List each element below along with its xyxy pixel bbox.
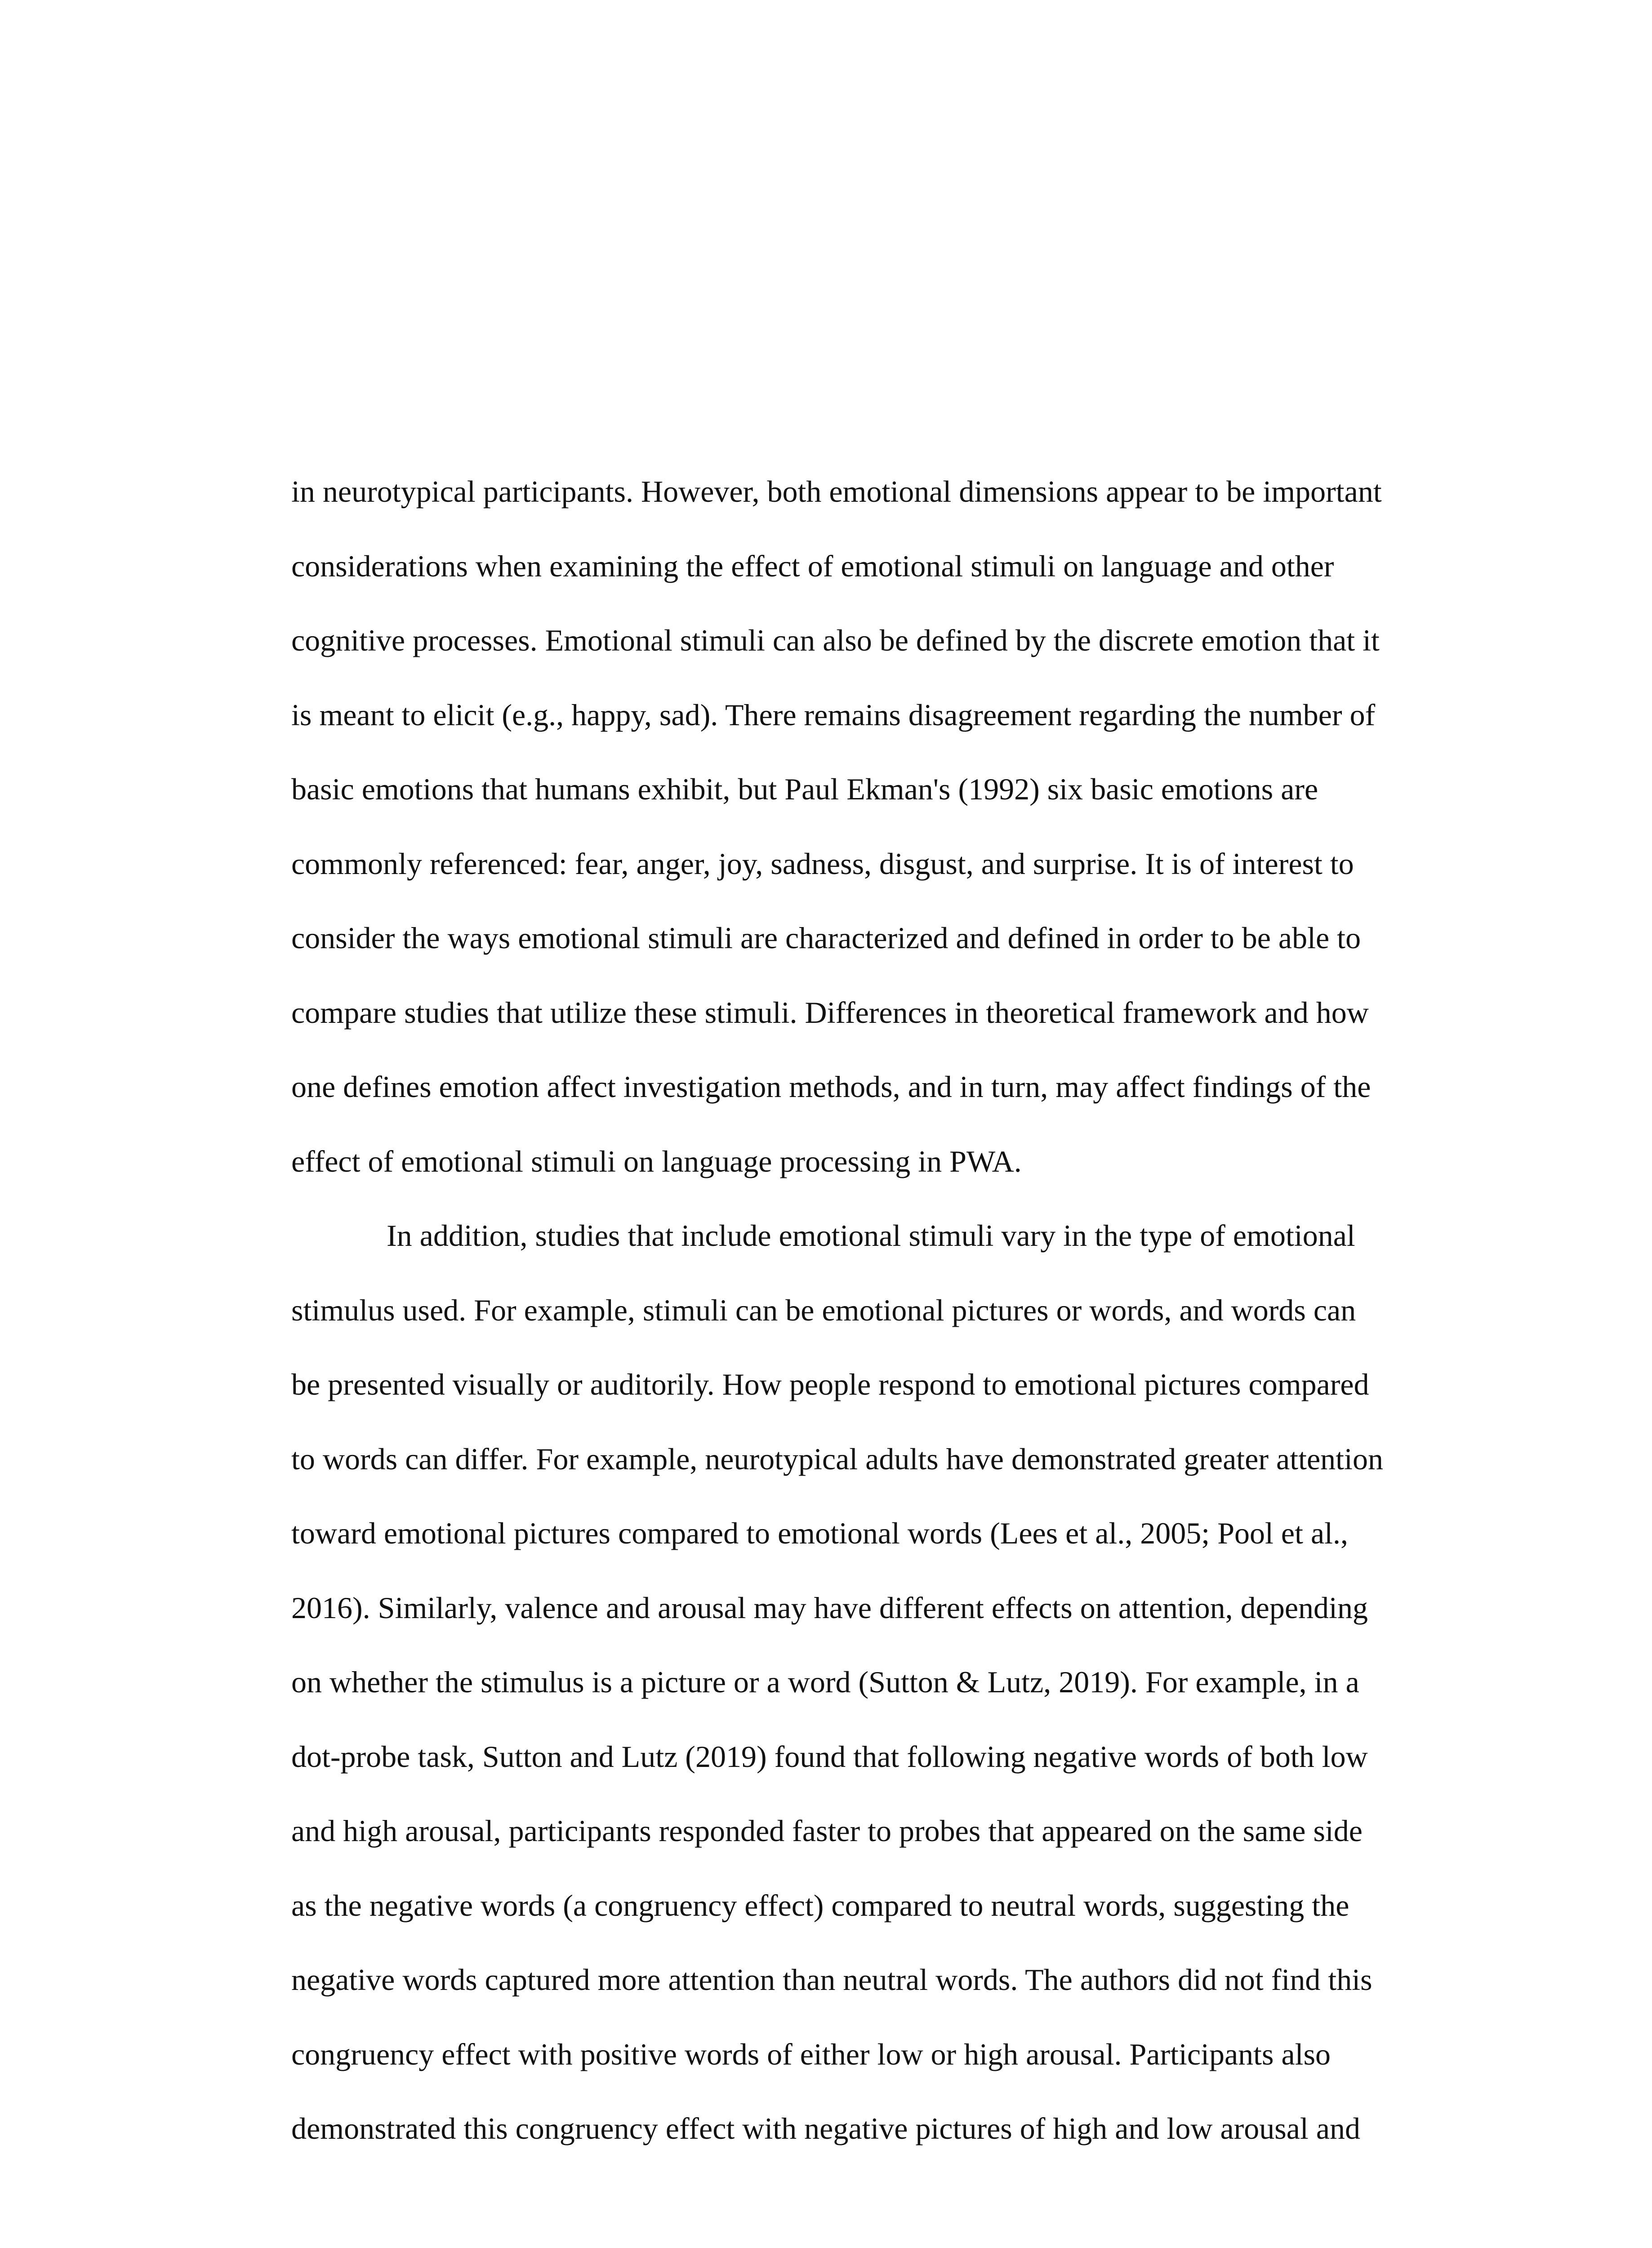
text-line: stimulus used. For example, stimuli can be emotional pictures or words, and words can <box>291 1293 1356 1327</box>
body-text <box>291 455 1442 2166</box>
text-line: commonly referenced: fear, anger, joy, sadness, disgust, and surprise. It is of interest to <box>291 846 1354 881</box>
text-line: toward emotional pictures compared to emotional words (Lees et al., 2005; Pool et al., <box>291 1516 1349 1550</box>
text-line: negative words captured more attention than neutral words. The authors did not find this <box>291 1963 1372 1997</box>
text-line: effect of emotional stimuli on language processing in PWA. <box>291 1144 1022 1178</box>
text-line: to words can differ. For example, neurotypical adults have demonstrated greater attention <box>291 1441 1383 1476</box>
text-line: 2016). Similarly, valence and arousal may have different effects on attention, depending <box>291 1590 1368 1625</box>
text-line: consider the ways emotional stimuli are characterized and defined in order to be able to <box>291 921 1361 955</box>
paragraph-first-line: In addition, studies that include emotional stimuli vary in the type of emotional <box>387 1218 1355 1253</box>
text-line: and high arousal, participants responded faster to probes that appeared on the same side <box>291 1814 1363 1848</box>
text-line: as the negative words (a congruency effect) compared to neutral words, suggesting the <box>291 1888 1349 1922</box>
text-line: in neurotypical participants. However, both emotional dimensions appear to be important <box>291 474 1382 508</box>
text-line: compare studies that utilize these stimuli. Differences in theoretical framework and how <box>291 995 1369 1030</box>
text-line: basic emotions that humans exhibit, but Paul Ekman's (1992) six basic emotions are <box>291 772 1318 806</box>
text-line: demonstrated this congruency effect with negative pictures of high and low arousal and <box>291 2111 1361 2145</box>
text-line: congruency effect with positive words of either low or high arousal. Participants also <box>291 2037 1331 2071</box>
text-line: on whether the stimulus is a picture or a word (Sutton & Lutz, 2019). For example, in a <box>291 1665 1359 1699</box>
text-line: one defines emotion affect investigation methods, and in turn, may affect findings of the <box>291 1070 1371 1104</box>
text-line: dot-probe task, Sutton and Lutz (2019) found that following negative words of both low <box>291 1739 1368 1774</box>
text-line: is meant to elicit (e.g., happy, sad). There remains disagreement regarding the number of <box>291 697 1376 732</box>
text-line: considerations when examining the effect of emotional stimuli on language and other <box>291 549 1334 583</box>
text-line: be presented visually or auditorily. How people respond to emotional pictures compared <box>291 1367 1369 1401</box>
text-line: cognitive processes. Emotional stimuli can also be defined by the discrete emotion that it <box>291 623 1380 657</box>
